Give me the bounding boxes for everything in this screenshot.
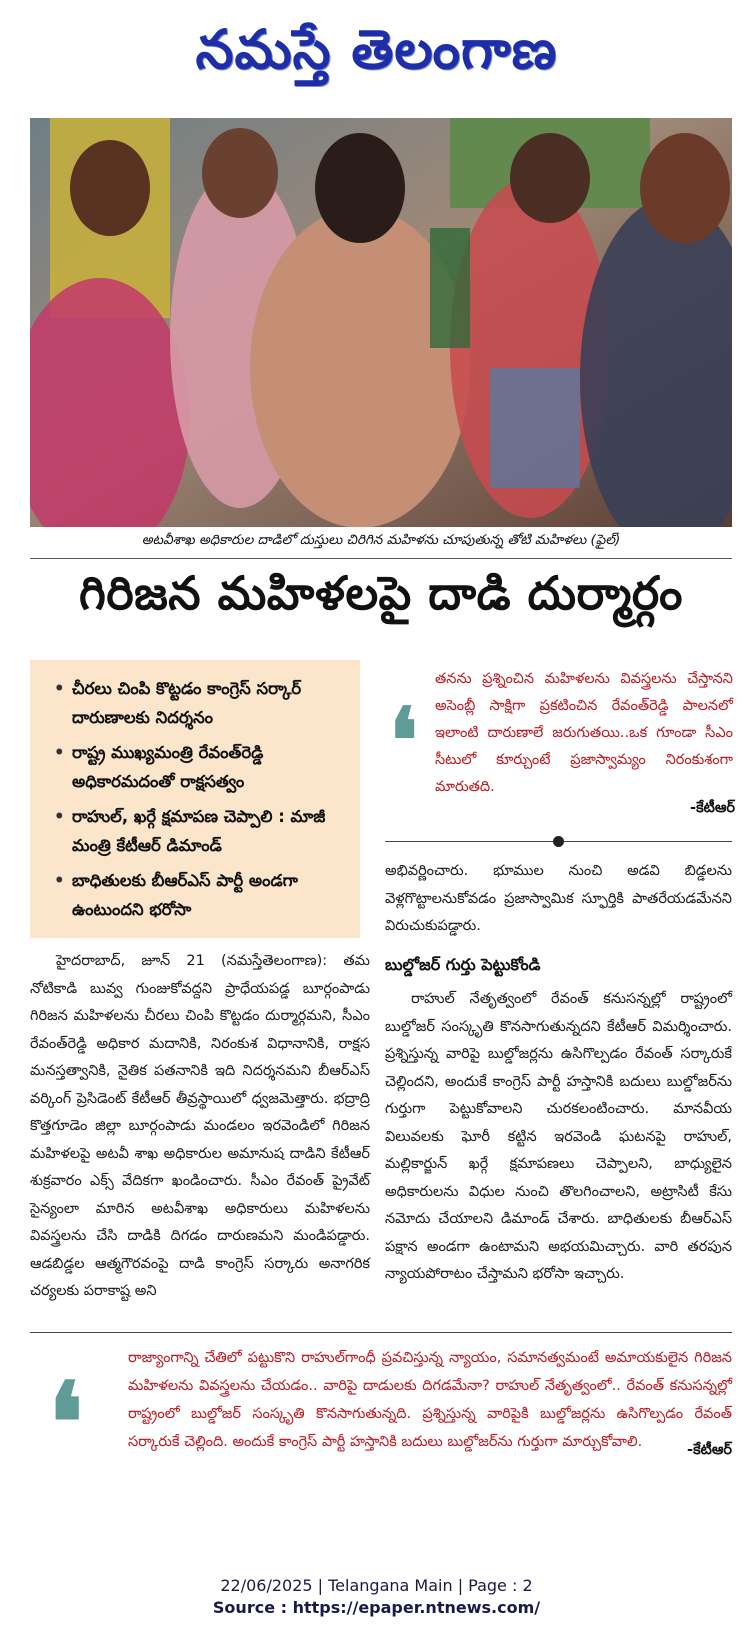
news-photo <box>30 118 732 527</box>
footer-source: Source : https://epaper.ntnews.com/ <box>212 1598 541 1617</box>
quote-text: రాజ్యాంగాన్ని చేతిలో పట్టుకొని రాహుల్‌గాంధీ ప్రవచిస్తున్న న్యాయం, సమానత్వమంటే అమాయకులైన గిరిజన మహిళలను వివస్త్రలను చేయడం.. వారిపై దాడులకు దిగడమేనా? రాహుల్ నేతృత్వంలో.. రేవంత్ కనుసన్నల్లో రాష్ట్రంలో బుల్డోజర్ సంస్కృతి కొనసాగుతున్నది. ప్రశ్నిస్తున్న వారిపైకి బుల్డోజర్లను ఉసిగొల్పడం రేవంత్ సర్కారుకే చెల్లింది. అందుకే కాంగ్రెస్ పార్టీ హస్తానికి బదులు బుల్డోజర్‌ను గుర్తుగా మార్చుకోవాలి. <box>128 1350 732 1450</box>
quote-text: తనను ప్రశ్నించిన మహిళలను వివస్త్రలను చేస్తానని అసెంబ్లీ సాక్షిగా ప్రకటించిన రేవంత్‌రెడ్డి పాలనలో ఇలాంటి దారుణాలే జరుగుతయి..ఒక గూండా సీఎం సీటులో కూర్చుంటే ప్రజాస్వామ్యం నిరంకుశంగా మారుతది. <box>435 671 733 795</box>
article-paragraph: హైదరాబాద్, జూన్ 21 (నమస్తేతెలంగాణ): తమ నోటికాడి బువ్వ గుంజుకోవద్దని ప్రాధేయపడ్డ బూర్గంపాడు గిరిజన మహిళలను చీరలు చింపి కొట్టడం దుర్మార్గమని, సీఎం రేవంత్‌రెడ్డి అధికార మదానికి, నిరంకుశ విధానానికి, రాక్షస మనస్తత్వానికి, నైతిక పతనానికి ఇది నిదర్శనమని బీఆర్ఎస్ వర్కింగ్ ప్రెసిడెంట్ కేటీఆర్ తీవ్రస్థాయిలో ధ్వజమెత్తారు. భద్రాద్రి కొత్తగూడెం జిల్లా బూర్గంపాడు మండలం ఇరవెండిలో గిరిజన మహిళలపై అటవీ శాఖ అధికారుల అమానుష దాడిని కేటీఆర్ శుక్రవారం ఎక్స్ వేదికగా ఖండించారు. సీఎం రేవంత్ ప్రైవేట్ సైన్యంలా మారిన అటవీశాఖ అధికారులు మహిళలను వివస్త్రలను చేసి దాడికి దిగడం దారుణమని మండిపడ్డారు. ఆడబిడ్డల ఆత్మగౌరవంపై దాడి కాంగ్రెస్ సర్కారు అనాగరిక చర్యలకు పరాకాష్ట అని <box>30 953 370 1299</box>
quote-mark-icon: ❛ <box>48 1358 84 1487</box>
article-column-left <box>30 948 370 1306</box>
pull-quote-top <box>389 666 735 826</box>
section-divider <box>385 832 732 852</box>
photo-caption: అటవీశాఖ అధికారుల దాడిలో దుస్తులు చిరిగిన మహిళను చూపుతున్న తోటి మహిళలు (ఫైల్) <box>141 532 621 548</box>
article-column-right <box>385 858 732 1289</box>
highlights-box <box>30 660 360 938</box>
quote-author: -కేటీఆర్ <box>690 800 735 816</box>
highlight-item: • రాహుల్, ఖర్గే క్షమాపణ చెప్పాలి : మాజీ మంత్రి కేటీఆర్ డిమాండ్ <box>54 802 346 860</box>
highlight-item: • బాధితులకు బీఆర్ఎస్ పార్టీ అండగా ఉంటుందని భరోసా <box>54 866 346 924</box>
article-paragraph: అభివర్ణించారు. భూముల నుంచి అడవి బిడ్డలను వెళ్లగొట్టాలనుకోవడం ప్రజాస్వామిక స్ఫూర్తికి పాతరేయడమేనని విరుచుకుపడ్డారు. <box>385 863 732 934</box>
news-photo-illustration <box>30 118 732 527</box>
newspaper-title: నమస్తే తెలంగాణ <box>195 17 558 81</box>
caption-rule <box>30 558 732 559</box>
quote-rule <box>30 1332 732 1333</box>
article-paragraph: రాహుల్ నేతృత్వంలో రేవంత్ కనుసన్నల్లో రాష్ట్రంలో బుల్డోజర్ సంస్కృతి కొనసాగుతున్నదని కేటీఆర్ విమర్శించారు. ప్రశ్నిస్తున్న వారిపై బుల్డోజర్లను ఉసిగొల్పడం రేవంత్ సర్కారుకే చెల్లిందని, అందుకే కాంగ్రెస్ పార్టీ హస్తానికి బదులు బుల్డోజర్‌ను గుర్తుగా పెట్టుకోవాలని చురకలంటించారు. మానవీయ విలువలకు ఘోరీ కట్టిన ఇరవెండి ఘటనపై రాహుల్, మల్లికార్జున్ ఖర్గే క్షమాపణలు చెప్పాలని, బాధ్యులైన అధికారులను విధుల నుంచి తొలగించాలని, అట్రాసిటీ కేసు నమోదు చేయాలని డిమాండ్ చేశారు. బాధితులకు బీఆర్ఎస్ పక్షాన అండగా ఉంటామని అభయమిచ్చారు. వారి తరపున న్యాయపోరాటం చేస్తామని భరోసా ఇచ్చారు. <box>385 991 732 1282</box>
pull-quote-bottom <box>30 1344 732 1487</box>
highlight-item: • రాష్ట్ర ముఖ్యమంత్రి రేవంత్‌రెడ్డి అధికారమదంతో రాక్షసత్వం <box>54 738 346 796</box>
quote-mark-icon: ❛ <box>389 688 419 794</box>
headline: గిరిజన మహిళలపై దాడి దుర్మార్గం <box>79 566 683 620</box>
divider-dot-icon <box>553 836 564 847</box>
highlight-item: • చీరలు చింపి కొట్టడం కాంగ్రెస్ సర్కార్ దారుణాలకు నిదర్శనం <box>54 674 346 732</box>
quote-author: -కేటీఆర్ <box>687 1442 732 1458</box>
footer-date-edition: 22/06/2025 | Telangana Main | Page : 2 <box>220 1576 533 1595</box>
article-subhead: బుల్డోజర్ గుర్తు పెట్టుకోండి <box>385 954 541 974</box>
masthead <box>0 0 753 112</box>
page-footer <box>0 1575 753 1619</box>
